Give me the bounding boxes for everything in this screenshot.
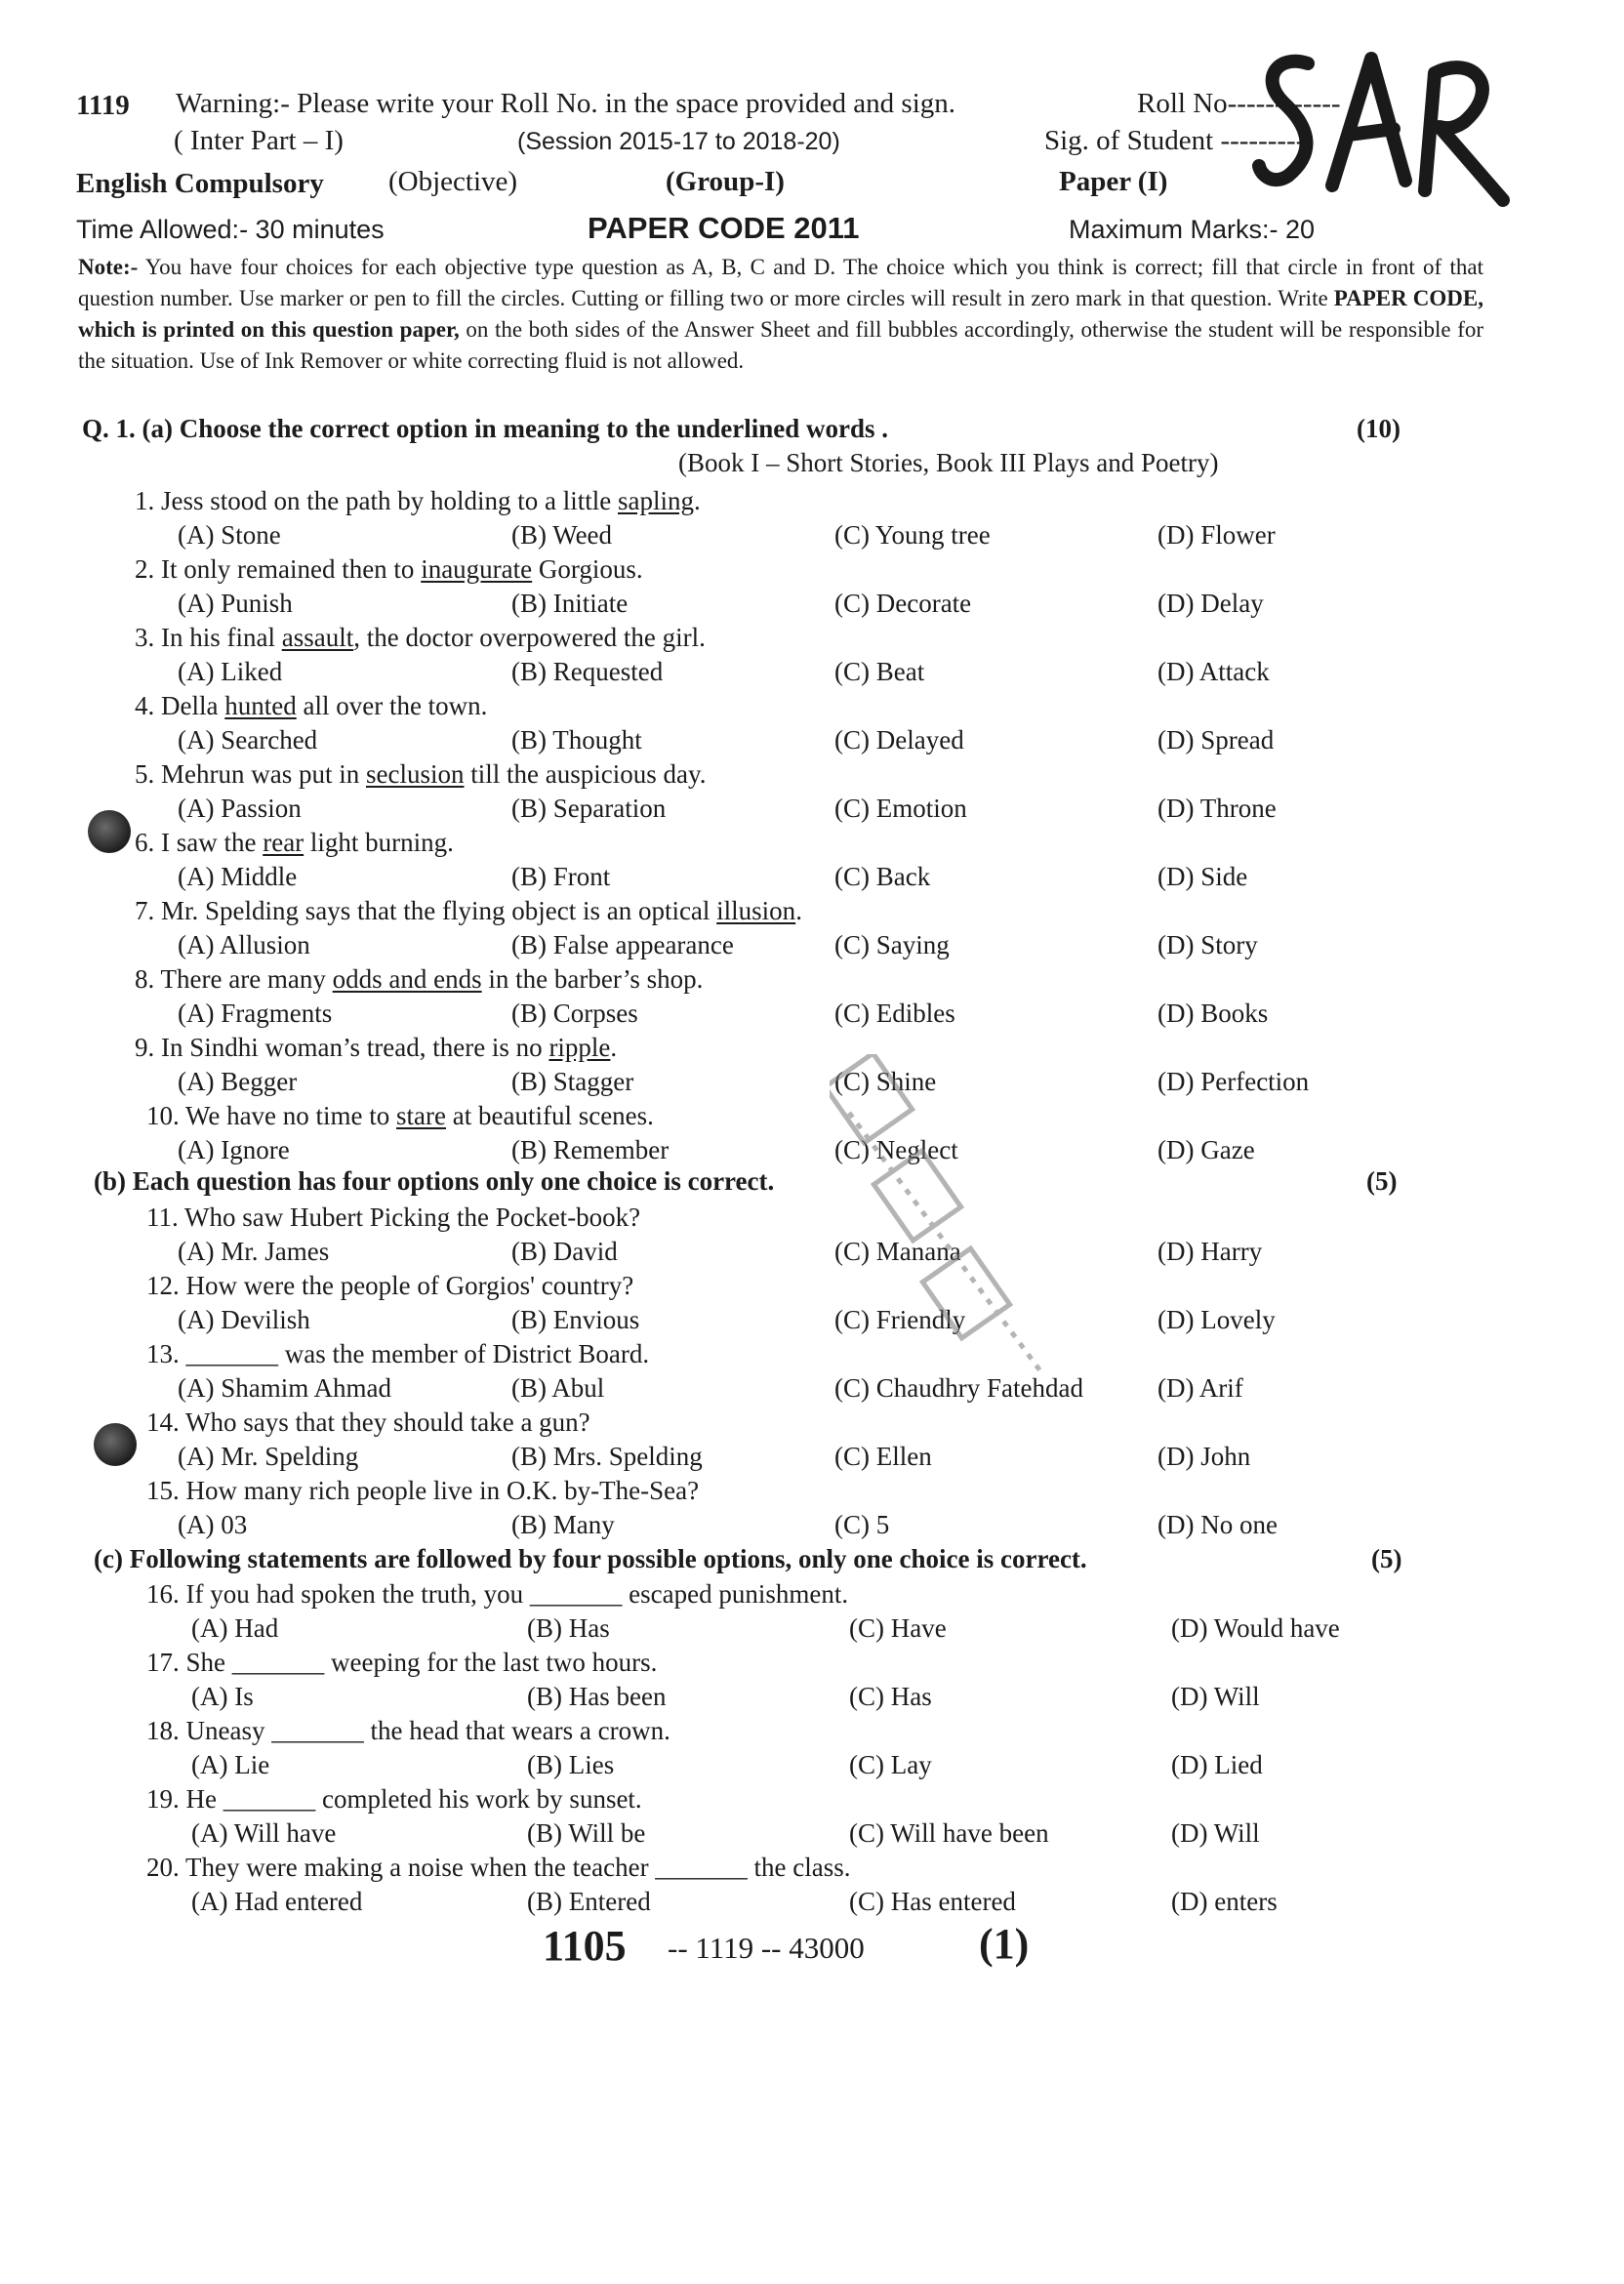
option-d: (D) Lied [1171, 1750, 1263, 1779]
question-text: How many rich people live in O.K. by-The-Sea? [185, 1476, 700, 1505]
question-text-end: Gorgious. [532, 554, 643, 584]
option-a: (A) Shamim Ahmad [178, 1373, 391, 1403]
option-a: (A) Middle [178, 862, 298, 891]
underlined-word: sapling [617, 486, 694, 515]
option-d: (D) Will [1171, 1682, 1260, 1711]
question-number: 16. [146, 1579, 186, 1609]
question-number: 20. [146, 1853, 186, 1882]
question-number: 4. [135, 691, 161, 720]
question-stem [146, 1101, 654, 1131]
option-a: (A) Fragments [178, 999, 333, 1028]
note-bold-text: PAPER CODE, which is printed on this question paper, [78, 286, 1484, 342]
option-d: (D) Will [1171, 1818, 1260, 1848]
question-stem [146, 1648, 657, 1678]
option-b: (B) Weed [511, 520, 613, 550]
question-text: Who saw Hubert Picking the Pocket-book? [184, 1203, 641, 1232]
question-number: 9. [135, 1033, 161, 1062]
option-b: (B) Abul [511, 1373, 605, 1403]
option-c: (C) 5 [834, 1510, 890, 1539]
option-c: (C) Chaudhry Fatehdad [834, 1373, 1083, 1403]
option-b: (B) Many [511, 1510, 615, 1539]
underlined-word: stare [396, 1101, 446, 1130]
maximum-marks: Maximum Marks:- 20 [1069, 215, 1316, 244]
option-d: (D) Flower [1157, 520, 1276, 550]
underlined-word: assault [281, 623, 354, 652]
option-c: (C) Decorate [834, 589, 972, 618]
option-a: (A) Liked [178, 657, 283, 686]
section-a-marks: (10) [1357, 414, 1401, 443]
option-b: (B) David [511, 1237, 618, 1266]
question-text-end: at beautiful scenes. [446, 1101, 654, 1130]
option-b: (B) Front [511, 862, 611, 891]
option-a: (A) Ignore [178, 1135, 290, 1164]
question-number: 18. [146, 1716, 186, 1745]
underlined-word: hunted [224, 691, 297, 720]
question-text-end: . [795, 896, 802, 925]
question-text: Della [161, 691, 225, 720]
question-stem [135, 964, 703, 995]
option-b: (B) Lies [527, 1750, 615, 1779]
option-d: (D) Gaze [1157, 1135, 1255, 1164]
option-c: (C) Neglect [834, 1135, 958, 1164]
option-d: (D) Arif [1157, 1373, 1243, 1403]
question-text-end: . [693, 486, 701, 515]
question-number: 17. [146, 1648, 186, 1677]
option-a: (A) Had entered [191, 1887, 363, 1916]
question-number: 13. [146, 1339, 186, 1368]
option-d: (D) Would have [1171, 1613, 1340, 1643]
option-d: (D) No one [1157, 1510, 1278, 1539]
option-b: (B) Remember [511, 1135, 670, 1164]
note-label: Note:- [78, 255, 139, 279]
option-d: (D) John [1157, 1442, 1251, 1471]
option-c: (C) Ellen [834, 1442, 932, 1471]
session: (Session 2015-17 to 2018-20) [517, 128, 840, 155]
section-a-title: Q. 1. (a) Choose the correct option in meaning to the underlined words . [82, 414, 888, 443]
subject: English Compulsory [76, 168, 324, 199]
section-b-marks: (5) [1366, 1166, 1398, 1196]
instructions-note [78, 252, 1483, 377]
question-stem [135, 1033, 617, 1063]
option-a: (A) Had [191, 1613, 279, 1643]
question-number: 5. [135, 759, 161, 789]
question-number: 2. [135, 554, 161, 584]
question-number: 3. [135, 623, 161, 652]
roll-no-label: Roll No------------ [1137, 88, 1341, 119]
question-text-end: all over the town. [296, 691, 488, 720]
section-b-title: (b) Each question has four options only one choice is correct. [94, 1166, 775, 1196]
question-stem [146, 1407, 590, 1438]
option-a: (A) Lie [191, 1750, 270, 1779]
question-text: Uneasy _______ the head that wears a crown. [185, 1716, 670, 1745]
option-b: (B) Stagger [511, 1067, 634, 1096]
footer-series: -- 1119 -- 43000 [668, 1931, 865, 1965]
warning-text: Warning:- Please write your Roll No. in the space provided and sign. [176, 88, 956, 119]
option-a: (A) Mr. Spelding [178, 1442, 359, 1471]
paper-number-label: Paper (I) [1059, 166, 1168, 197]
question-stem [135, 828, 454, 858]
time-allowed: Time Allowed:- 30 minutes [76, 215, 385, 244]
question-number: 14. [146, 1407, 186, 1437]
signature-label: Sig. of Student --------- [1044, 125, 1306, 156]
question-text: They were making a noise when the teacher _______ the class. [185, 1853, 851, 1882]
question-number: 10. [146, 1101, 186, 1130]
underlined-word: inaugurate [421, 554, 533, 584]
question-text: She _______ weeping for the last two hours. [185, 1648, 658, 1677]
question-text: In Sindhi woman’s tread, there is no [161, 1033, 549, 1062]
option-c: (C) Shine [834, 1067, 937, 1096]
option-a: (A) Stone [178, 520, 281, 550]
paper-code: PAPER CODE 2011 [588, 211, 860, 245]
question-number: 6. [135, 828, 161, 857]
question-number: 12. [146, 1271, 186, 1300]
option-c: (C) Have [849, 1613, 947, 1643]
question-stem [135, 554, 643, 585]
question-stem [146, 1203, 640, 1233]
option-c: (C) Friendly [834, 1305, 966, 1334]
question-stem [146, 1784, 642, 1815]
option-c: (C) Lay [849, 1750, 932, 1779]
question-text: Who says that they should take a gun? [185, 1407, 590, 1437]
option-b: (B) Will be [527, 1818, 646, 1848]
section-c-title: (c) Following statements are followed by four possible options, only one choice is correct. [94, 1544, 1087, 1573]
stamp-mark [830, 1054, 1083, 1406]
option-b: (B) Requested [511, 657, 664, 686]
option-b: (B) Initiate [511, 589, 629, 618]
option-c: (C) Young tree [834, 520, 991, 550]
question-stem [135, 759, 706, 790]
question-text: He _______ completed his work by sunset. [185, 1784, 642, 1814]
underlined-word: ripple [548, 1033, 611, 1062]
underlined-word: seclusion [365, 759, 465, 789]
note-text-end: on the both sides of the Answer Sheet and fill bubbles accordingly, otherwise the student will be responsible for the situation. Use of Ink Remover or white correcting fluid is not allowed. [78, 317, 1484, 373]
question-number: 11. [146, 1203, 185, 1232]
question-number: 15. [146, 1476, 186, 1505]
option-d: (D) Harry [1157, 1237, 1263, 1266]
paper-number: 1119 [76, 90, 130, 121]
option-a: (A) Searched [178, 725, 318, 755]
underlined-word: rear [263, 828, 304, 857]
option-a: (A) Is [191, 1682, 254, 1711]
question-stem [146, 1271, 633, 1301]
option-b: (B) Has been [527, 1682, 667, 1711]
question-text-end: light burning. [304, 828, 454, 857]
footer-code: 1105 [543, 1922, 627, 1970]
question-stem [146, 1476, 699, 1506]
option-c: (C) Delayed [834, 725, 964, 755]
question-stem [146, 1579, 848, 1610]
option-b: (B) False appearance [511, 930, 734, 959]
question-stem [135, 623, 706, 653]
footer-page: (1) [979, 1920, 1030, 1968]
option-c: (C) Saying [834, 930, 950, 959]
question-stem [135, 896, 802, 926]
question-text: Jess stood on the path by holding to a little [161, 486, 618, 515]
question-text: In his final [161, 623, 282, 652]
question-text: I saw the [161, 828, 264, 857]
handwriting-text: SAR [1386, 210, 1388, 211]
option-c: (C) Edibles [834, 999, 955, 1028]
question-number: 7. [135, 896, 161, 925]
option-b: (B) Mrs. Spelding [511, 1442, 703, 1471]
underlined-word: odds and ends [332, 964, 482, 994]
question-number: 19. [146, 1784, 186, 1814]
question-text: There are many [160, 964, 333, 994]
paper-type: (Objective) [388, 166, 518, 197]
option-d: (D) Spread [1157, 725, 1275, 755]
option-b: (B) Envious [511, 1305, 640, 1334]
option-b: (B) Corpses [511, 999, 638, 1028]
option-c: (C) Has entered [849, 1887, 1016, 1916]
question-number: 8. [135, 964, 161, 994]
option-d: (D) Attack [1157, 657, 1270, 686]
option-b: (B) Separation [511, 794, 667, 823]
option-a: (A) Punish [178, 589, 293, 618]
option-d: (D) Delay [1157, 589, 1264, 618]
option-a: (A) 03 [178, 1510, 248, 1539]
punch-hole-mark [94, 1423, 137, 1466]
option-c: (C) Beat [834, 657, 925, 686]
question-text: Mehrun was put in [161, 759, 366, 789]
inter-part: ( Inter Part – I) [174, 125, 344, 156]
question-text: Mr. Spelding says that the flying object is an optical [161, 896, 717, 925]
section-a-subtitle: (Book I – Short Stories, Book III Plays and Poetry) [678, 448, 1219, 477]
question-text: If you had spoken the truth, you _______ escaped punishment. [185, 1579, 849, 1609]
option-d: (D) enters [1171, 1887, 1278, 1916]
option-a: (A) Passion [178, 794, 302, 823]
underlined-word: illusion [716, 896, 796, 925]
option-c: (C) Back [834, 862, 931, 891]
option-d: (D) Lovely [1157, 1305, 1276, 1334]
question-stem [135, 691, 487, 721]
option-b: (B) Entered [527, 1887, 651, 1916]
question-text: It only remained then to [161, 554, 422, 584]
option-a: (A) Will have [191, 1818, 337, 1848]
question-text-end: till the auspicious day. [464, 759, 707, 789]
question-stem [146, 1716, 670, 1746]
option-d: (D) Story [1157, 930, 1258, 959]
option-a: (A) Begger [178, 1067, 298, 1096]
question-stem [146, 1339, 649, 1369]
option-c: (C) Manana [834, 1237, 961, 1266]
question-text-end: , the doctor overpowered the girl. [353, 623, 706, 652]
option-a: (A) Devilish [178, 1305, 310, 1334]
option-a: (A) Allusion [178, 930, 310, 959]
question-text: How were the people of Gorgios' country? [185, 1271, 634, 1300]
handwritten-initials [1239, 20, 1532, 215]
question-text-end: . [610, 1033, 618, 1062]
option-d: (D) Throne [1157, 794, 1277, 823]
option-d: (D) Perfection [1157, 1067, 1310, 1096]
question-text-end: in the barber’s shop. [481, 964, 704, 994]
option-d: (D) Side [1157, 862, 1248, 891]
option-d: (D) Books [1157, 999, 1269, 1028]
section-c-marks: (5) [1371, 1544, 1402, 1573]
option-c: (C) Will have been [849, 1818, 1049, 1848]
option-c: (C) Has [849, 1682, 932, 1711]
option-c: (C) Emotion [834, 794, 967, 823]
option-a: (A) Mr. James [178, 1237, 330, 1266]
group: (Group-I) [666, 166, 785, 197]
question-text: _______ was the member of District Board. [185, 1339, 650, 1368]
question-text: We have no time to [185, 1101, 397, 1130]
option-b: (B) Thought [511, 725, 642, 755]
note-text: You have four choices for each objective type question as A, B, C and D. The choice which you think is correct; fill that circle in front of that question number. Use marker or pen to fill the circles. Cutting or filling two or more circles will result in zero mark in that question. Write [78, 255, 1483, 310]
question-stem [146, 1853, 851, 1883]
punch-hole-mark [88, 810, 131, 853]
option-b: (B) Has [527, 1613, 610, 1643]
question-number: 1. [135, 486, 161, 515]
question-stem [135, 486, 701, 516]
